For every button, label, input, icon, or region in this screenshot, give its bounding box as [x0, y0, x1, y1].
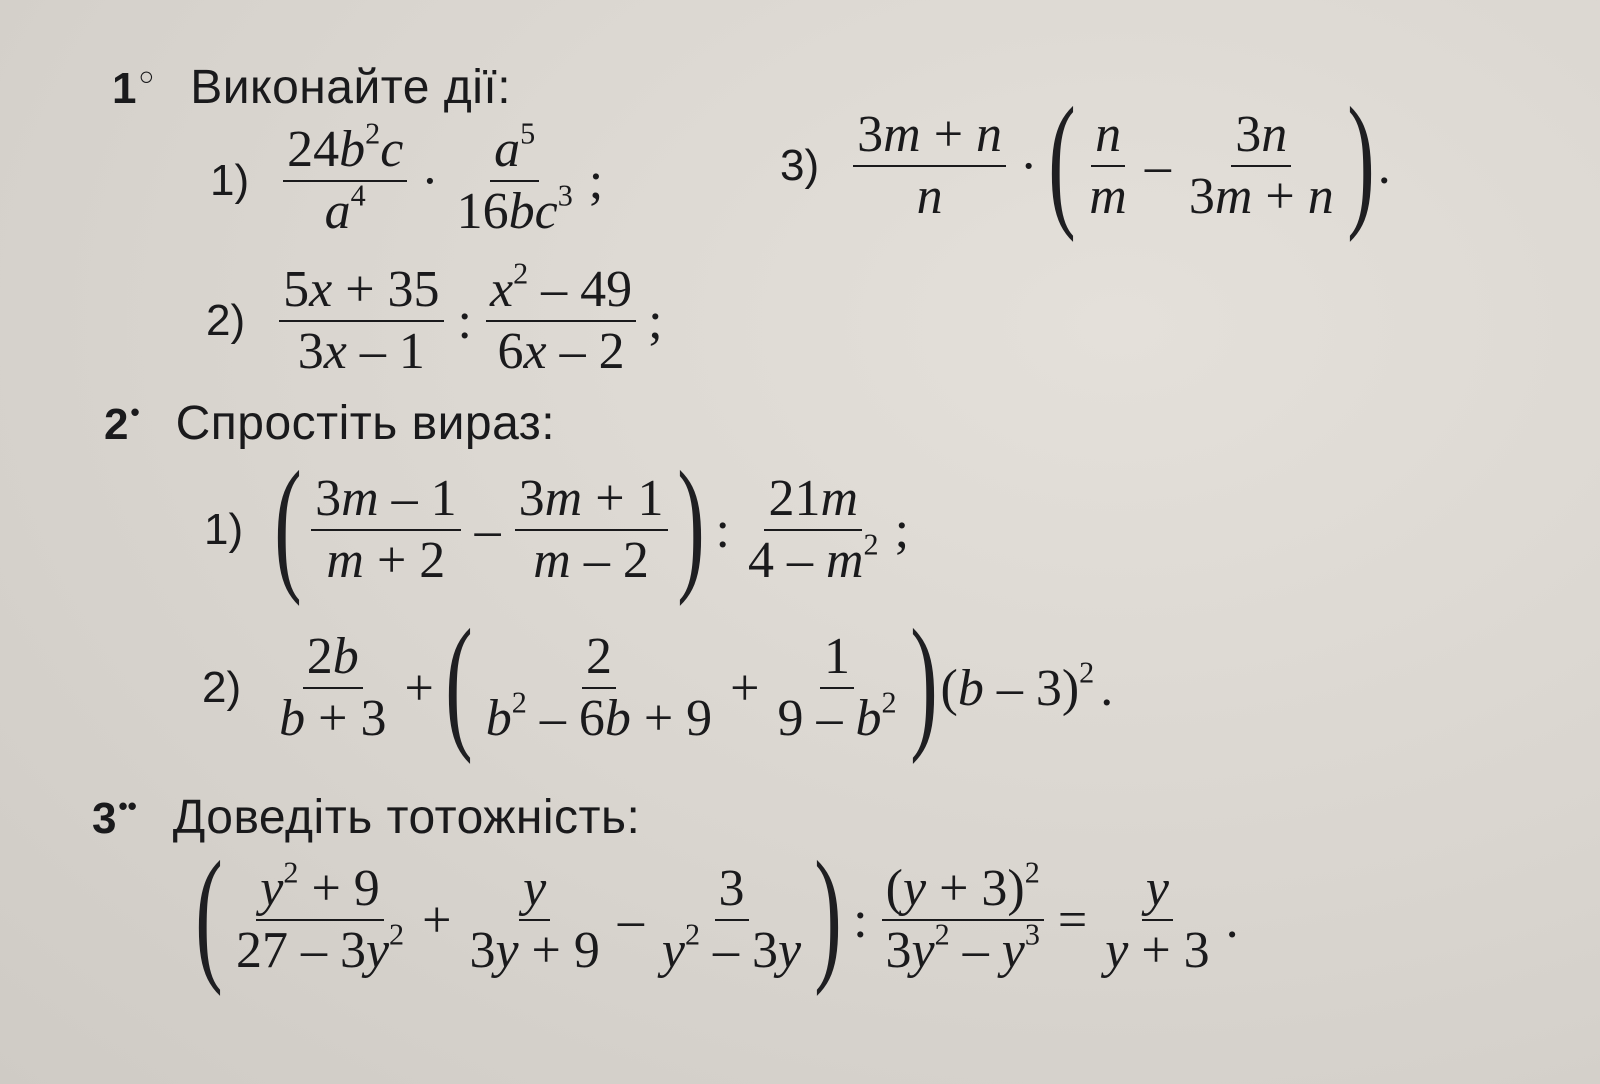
fraction: $\frac{3n}{3m + n}$: [1188, 105, 1334, 225]
fraction: $\frac{21m}{4 - m^2}$: [747, 469, 879, 589]
task-1-difficulty-mark: ○: [138, 61, 155, 91]
fraction: $\frac{3m - 1}{m + 2}$: [311, 471, 461, 589]
task-3-heading: [92, 790, 640, 845]
task-2-heading: [104, 396, 555, 451]
fraction: $\frac{3m + n}{n}$: [853, 107, 1006, 225]
task-1-heading: [112, 60, 511, 115]
fraction: $\frac{2}{b^2 - 6b + 9}$: [485, 627, 713, 747]
fraction: $\frac{x^2 - 49}{6x - 2}$: [486, 262, 636, 380]
task-2-difficulty-mark: •: [130, 397, 140, 427]
task-2-title: Спростіть вираз:: [175, 397, 556, 450]
fraction: $\frac{3}{y^2 - 3y}$: [661, 859, 802, 979]
fraction: $\frac{24b^2c}{a^4}$: [283, 122, 407, 240]
fraction: $\frac{y}{3y + 9}$: [469, 859, 600, 979]
fraction: $\frac{(y + 3)^2}{3y^2 - y^3}$: [882, 861, 1044, 979]
item-label: 2): [206, 296, 246, 346]
item-label: 1): [204, 505, 244, 554]
fraction: $\frac{1}{9 - b^2}$: [777, 627, 897, 747]
task-1-number: 1: [112, 64, 137, 113]
fraction: $\frac{y}{y + 3}$: [1105, 859, 1210, 979]
task-2-item-2: 2) $\frac{2b}{b + 3}$ + ( $\frac{2}{b^2 - 6b + 9}$ + $\frac{1}{9 - b^2}$ ) (b – 3)$^2$ .: [202, 599, 1114, 765]
task-3-difficulty-mark: ••: [118, 791, 137, 821]
task-3-title: Доведіть тотожність:: [172, 791, 641, 844]
fraction: $\frac{5x + 35}{3x - 1}$: [279, 262, 443, 380]
task-1-item-2: 2) $\frac{5x + 35}{3x - 1}$ : $\frac{x^2 - 49}{6x - 2}$ ;: [206, 256, 663, 381]
task-2-item-1: 1) ( $\frac{3m - 1}{m + 2}$ – $\frac{3m + 1}{m - 2}$ ) : $\frac{21m}{4 - m^2}$ ;: [204, 441, 910, 607]
fraction: $\frac{y^2 + 9}{27 - 3y^2}$: [235, 855, 405, 979]
task-1-item-3: 3) $\frac{3m + n}{n}$ · ( $\frac{n}{m}$ – $\frac{3n}{3m + n}$ ) .: [780, 77, 1391, 243]
fraction: $\frac{2b}{b + 3}$: [279, 627, 387, 747]
fraction: $\frac{n}{m}$: [1089, 105, 1127, 225]
task-3-number: 3: [92, 794, 117, 843]
task-1-title: Виконайте дії:: [190, 61, 512, 114]
task-3-identity: ( $\frac{y^2 + 9}{27 - 3y^2}$ + $\frac{y}{3y + 9}$ – $\frac{3}{y^2 - 3y}$ ) : $\frac{(y + 3)^2}{3y^2 - y^3}$ = $\frac{y}{y + 3}$ .: [195, 831, 1239, 997]
item-label: 3): [780, 141, 820, 190]
task-2-number: 2: [104, 400, 129, 449]
task-1-item-1: 1) $\frac{24b^2c}{a^4}$ · $\frac{a^5}{16bc^3}$ ;: [210, 116, 604, 241]
item-label: 1): [210, 156, 250, 206]
item-label: 2): [202, 663, 242, 712]
fraction: $\frac{a^5}{16bc^3}$: [456, 116, 573, 241]
fraction: $\frac{3m + 1}{m - 2}$: [515, 471, 668, 589]
